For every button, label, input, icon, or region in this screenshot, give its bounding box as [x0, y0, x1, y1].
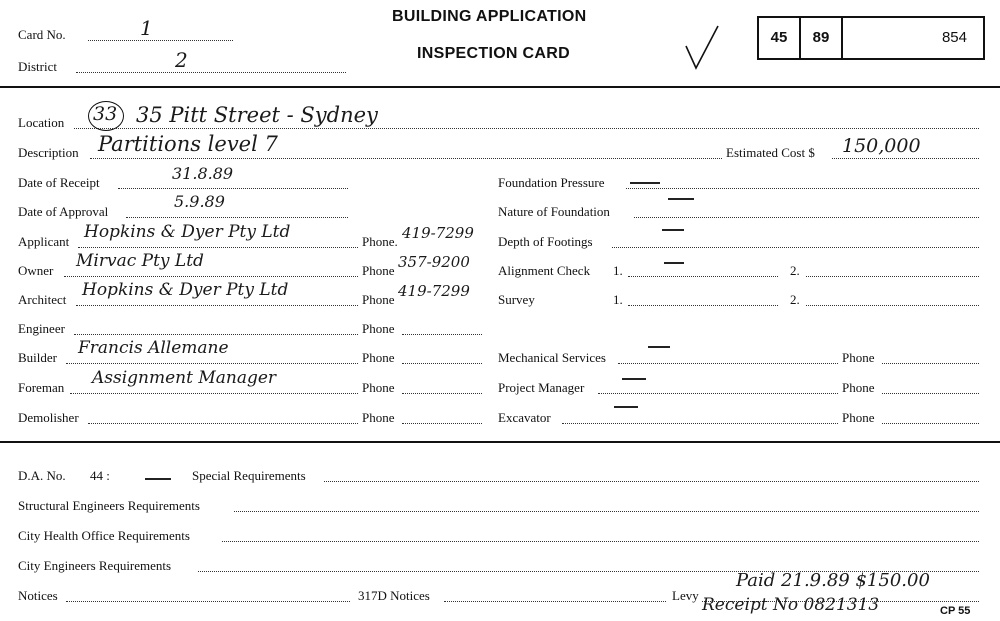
city-engineers-requirements-label: City Engineers Requirements: [18, 558, 172, 573]
alignment-check-1: 1.: [613, 263, 623, 278]
applicant-phone-label: Phone.: [362, 234, 398, 249]
survey-line-1: [628, 305, 778, 306]
estimated-cost-value: 150,000: [842, 135, 921, 157]
dash-mark: [662, 229, 684, 231]
card-no-value: 1: [140, 16, 153, 40]
card-no-label: Card No.: [18, 27, 66, 42]
da-no-label: D.A. No.: [18, 468, 66, 483]
demolisher-label: Demolisher: [18, 410, 79, 425]
dash-mark: [630, 182, 660, 184]
demolisher-phone-line: [402, 423, 482, 424]
project-manager-line: [598, 393, 838, 394]
survey-label: Survey: [498, 292, 535, 307]
applicant-phone-value: 419-7299: [402, 224, 474, 242]
card-number-box: [757, 16, 985, 60]
card-number-b: 89: [812, 29, 830, 46]
card-number: 854: [941, 29, 967, 46]
location-label: Location: [18, 115, 65, 130]
receipt-value: Receipt No 0821313: [702, 595, 880, 615]
architect-line: [76, 305, 358, 306]
engineer-line: [74, 334, 358, 335]
foreman-phone-label: Phone: [362, 380, 395, 395]
builder-phone-line: [402, 363, 482, 364]
description-line: [90, 158, 722, 159]
applicant-line: [78, 247, 358, 248]
alignment-check-line-1: [628, 276, 778, 277]
foundation-pressure-label: Foundation Pressure: [498, 175, 605, 190]
card-number-a: 45: [770, 29, 788, 46]
excavator-line: [562, 423, 838, 424]
location-line: [74, 128, 979, 129]
engineer-label: Engineer: [18, 321, 65, 336]
date-receipt-label: Date of Receipt: [18, 175, 100, 190]
mechanical-phone-label: Phone: [842, 350, 875, 365]
owner-line: [64, 276, 358, 277]
alignment-check-label: Alignment Check: [498, 263, 591, 278]
foundation-pressure-line: [626, 188, 979, 189]
city-health-requirements-label: City Health Office Requirements: [18, 528, 190, 543]
depth-footings-label: Depth of Footings: [498, 234, 593, 249]
notices-317d-line: [444, 601, 666, 602]
survey-2: 2.: [790, 292, 800, 307]
estimated-cost-line: [832, 158, 979, 159]
nature-foundation-label: Nature of Foundation: [498, 204, 610, 219]
district-label: District: [18, 59, 57, 74]
dash-mark: [614, 406, 638, 408]
alignment-check-2: 2.: [790, 263, 800, 278]
date-approval-value: 5.9.89: [174, 192, 225, 211]
owner-phone-value: 357-9200: [398, 253, 470, 271]
date-receipt-value: 31.8.89: [172, 164, 234, 183]
special-requirements-line: [324, 481, 979, 482]
dash-mark: [145, 478, 171, 480]
dash-mark: [648, 346, 670, 348]
description-label: Description: [18, 145, 79, 160]
foreman-value: Assignment Manager: [92, 368, 277, 388]
project-manager-label: Project Manager: [498, 380, 585, 395]
alignment-check-line-2: [806, 276, 979, 277]
engineer-phone-line: [402, 334, 482, 335]
estimated-cost-label: Estimated Cost $: [726, 145, 815, 160]
engineer-phone-label: Phone: [362, 321, 395, 336]
check-mark-icon: [682, 24, 722, 72]
notices-label: Notices: [18, 588, 58, 603]
city-health-requirements-line: [222, 541, 979, 542]
title-building-application: BUILDING APPLICATION: [392, 8, 587, 25]
location-value: 35 Pitt Street - Sydney: [136, 103, 378, 127]
architect-label: Architect: [18, 292, 67, 307]
excavator-phone-label: Phone: [842, 410, 875, 425]
dash-mark: [664, 262, 684, 264]
title-inspection-card: INSPECTION CARD: [417, 45, 570, 62]
builder-line: [66, 363, 358, 364]
demolisher-phone-label: Phone: [362, 410, 395, 425]
builder-phone-label: Phone: [362, 350, 395, 365]
excavator-label: Excavator: [498, 410, 551, 425]
foreman-line: [70, 393, 358, 394]
dash-mark: [668, 198, 694, 200]
levy-value: Paid 21.9.89 $150.00: [736, 570, 930, 591]
district-value: 2: [175, 48, 188, 72]
nature-foundation-line: [634, 217, 979, 218]
foreman-phone-line: [402, 393, 482, 394]
header-divider: [0, 86, 1000, 88]
demolisher-line: [88, 423, 358, 424]
foreman-label: Foreman: [18, 380, 65, 395]
survey-line-2: [806, 305, 979, 306]
mechanical-phone-line: [882, 363, 979, 364]
structural-requirements-line: [234, 511, 979, 512]
structural-requirements-label: Structural Engineers Requirements: [18, 498, 200, 513]
dash-mark: [622, 378, 646, 380]
project-manager-phone-line: [882, 393, 979, 394]
date-approval-line: [126, 217, 348, 218]
project-manager-phone-label: Phone: [842, 380, 875, 395]
builder-label: Builder: [18, 350, 57, 365]
excavator-phone-line: [882, 423, 979, 424]
applicant-label: Applicant: [18, 234, 70, 249]
owner-label: Owner: [18, 263, 54, 278]
special-requirements-label: Special Requirements: [192, 468, 306, 483]
district-line: [76, 72, 346, 73]
owner-value: Mirvac Pty Ltd: [76, 251, 204, 271]
survey-1: 1.: [613, 292, 623, 307]
mechanical-services-line: [618, 363, 838, 364]
architect-phone-value: 419-7299: [398, 282, 470, 300]
levy-label: Levy: [672, 588, 699, 603]
location-circled-number: 33: [93, 103, 118, 125]
architect-phone-label: Phone: [362, 292, 395, 307]
card-no-line: [88, 40, 233, 41]
date-approval-label: Date of Approval: [18, 204, 109, 219]
form-code: CP 55: [940, 605, 971, 617]
notices-317d-label: 317D Notices: [358, 588, 430, 603]
date-receipt-line: [118, 188, 348, 189]
owner-phone-label: Phone: [362, 263, 395, 278]
da-no-value: 44 :: [90, 468, 110, 483]
applicant-value: Hopkins & Dyer Pty Ltd: [84, 222, 291, 242]
description-value: Partitions level 7: [98, 132, 278, 156]
mechanical-services-label: Mechanical Services: [498, 350, 606, 365]
details-divider: [0, 441, 1000, 443]
builder-value: Francis Allemane: [78, 338, 229, 358]
notices-line: [66, 601, 350, 602]
depth-footings-line: [612, 247, 979, 248]
architect-value: Hopkins & Dyer Pty Ltd: [82, 280, 289, 300]
